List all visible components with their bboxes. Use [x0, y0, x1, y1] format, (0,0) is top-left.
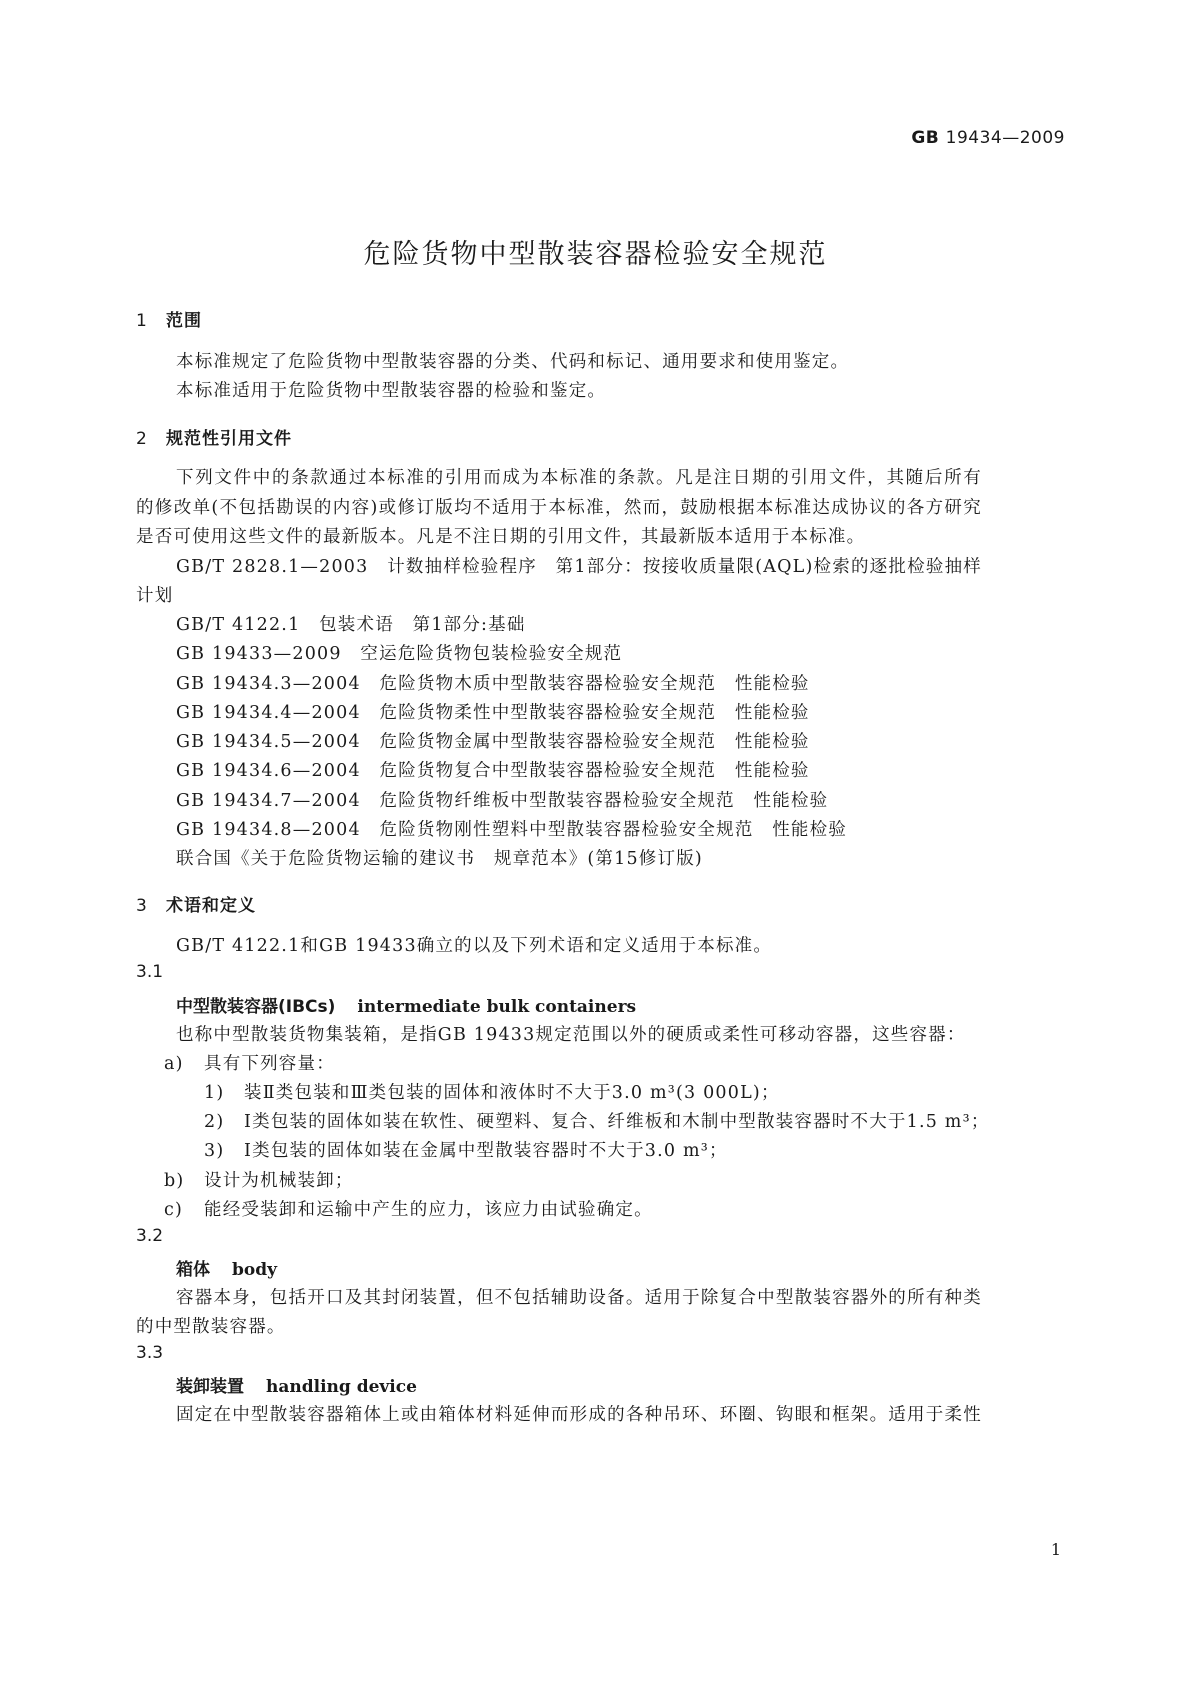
- term-zh: 箱体: [176, 1260, 210, 1280]
- section-2-heading: [136, 424, 292, 449]
- list-item: b) 设计为机械装卸；: [164, 1171, 354, 1191]
- section-number: 1: [136, 311, 148, 331]
- standard-number: 19434—2009: [945, 128, 1065, 148]
- term-heading: [176, 1255, 277, 1280]
- term-definition-line: 容器本身，包括开口及其封闭装置，但不包括辅助设备。适用于除复合中型散装容器外的所有种类: [176, 1288, 982, 1308]
- section-3-heading: [136, 891, 256, 916]
- reference-item: GB 19434.5—2004 危险货物金属中型散装容器检验安全规范 性能检验: [176, 732, 810, 752]
- term-zh: 中型散装容器(IBCs): [176, 997, 336, 1017]
- reference-item: GB 19434.8—2004 危险货物刚性塑料中型散装容器检验安全规范 性能检验: [176, 820, 848, 840]
- term-heading: [176, 992, 636, 1017]
- reference-item: GB 19434.7—2004 危险货物纤维板中型散装容器检验安全规范 性能检验: [176, 791, 829, 811]
- section-title: 术语和定义: [166, 896, 256, 916]
- paragraph: 本标准适用于危险货物中型散装容器的检验和鉴定。: [176, 381, 607, 401]
- term-zh: 装卸装置: [176, 1377, 244, 1397]
- section-title: 规范性引用文件: [166, 429, 292, 449]
- section-1-heading: [136, 306, 202, 331]
- term-definition-line: 固定在中型散装容器箱体上或由箱体材料延伸而形成的各种吊环、环圈、钩眼和框架。适用于柔性: [176, 1405, 982, 1425]
- term-definition-line: 的中型散装容器。: [136, 1317, 286, 1337]
- term-number: 3.1: [136, 962, 164, 982]
- list-item: a) 具有下列容量：: [164, 1054, 335, 1074]
- paragraph: GB/T 4122.1和GB 19433确立的以及下列术语和定义适用于本标准。: [176, 936, 773, 956]
- reference-item: GB/T 4122.1 包装术语 第1部分:基础: [176, 615, 526, 635]
- list-item: c) 能经受装卸和运输中产生的应力，该应力由试验确定。: [164, 1200, 653, 1220]
- paragraph-line: 的修改单(不包括勘误的内容)或修订版均不适用于本标准，然而，鼓励根据本标准达成协议的各方研究: [136, 498, 982, 518]
- term-number: 3.3: [136, 1343, 164, 1363]
- term-definition: 也称中型散装货物集装箱，是指GB 19433规定范围以外的硬质或柔性可移动容器，这些容器：: [176, 1025, 966, 1045]
- reference-item: GB 19434.3—2004 危险货物木质中型散装容器检验安全规范 性能检验: [176, 674, 810, 694]
- term-en: intermediate bulk containers: [357, 997, 637, 1017]
- section-number: 2: [136, 429, 148, 449]
- document-title: 危险货物中型散装容器检验安全规范: [363, 239, 828, 270]
- term-number: 3.2: [136, 1226, 164, 1246]
- reference-line: 计划: [136, 586, 174, 606]
- term-en: handling device: [266, 1377, 417, 1397]
- term-heading: [176, 1372, 417, 1397]
- paragraph: 本标准规定了危险货物中型散装容器的分类、代码和标记、通用要求和使用鉴定。: [176, 352, 850, 372]
- reference-line: GB/T 2828.1—2003 计数抽样检验程序 第1部分：按接收质量限(AQL)检索的逐批检验抽样: [176, 557, 982, 577]
- standard-prefix: GB: [911, 128, 940, 148]
- list-subitem: 1) 装Ⅱ类包装和Ⅲ类包装的固体和液体时不大于3.0 m³(3 000L)；: [204, 1083, 780, 1103]
- section-title: 范围: [166, 311, 202, 331]
- standard-code: [911, 128, 1065, 148]
- reference-item: GB 19433—2009 空运危险货物包装检验安全规范: [176, 644, 623, 664]
- reference-item: 联合国《关于危险货物运输的建议书 规章范本》(第15修订版): [176, 849, 703, 869]
- paragraph-line: 是否可使用这些文件的最新版本。凡是不注日期的引用文件，其最新版本适用于本标准。: [136, 527, 866, 547]
- page-number: 1: [1050, 1540, 1061, 1559]
- list-subitem: 2) Ⅰ类包装的固体如装在软性、硬塑料、复合、纤维板和木制中型散装容器时不大于1.5 m³；: [204, 1112, 990, 1132]
- reference-item: GB 19434.6—2004 危险货物复合中型散装容器检验安全规范 性能检验: [176, 761, 810, 781]
- reference-item: GB 19434.4—2004 危险货物柔性中型散装容器检验安全规范 性能检验: [176, 703, 810, 723]
- list-subitem: 3) Ⅰ类包装的固体如装在金属中型散装容器时不大于3.0 m³；: [204, 1141, 728, 1161]
- section-number: 3: [136, 896, 148, 916]
- paragraph-line: 下列文件中的条款通过本标准的引用而成为本标准的条款。凡是注日期的引用文件，其随后所有: [176, 468, 982, 488]
- term-en: body: [232, 1260, 277, 1280]
